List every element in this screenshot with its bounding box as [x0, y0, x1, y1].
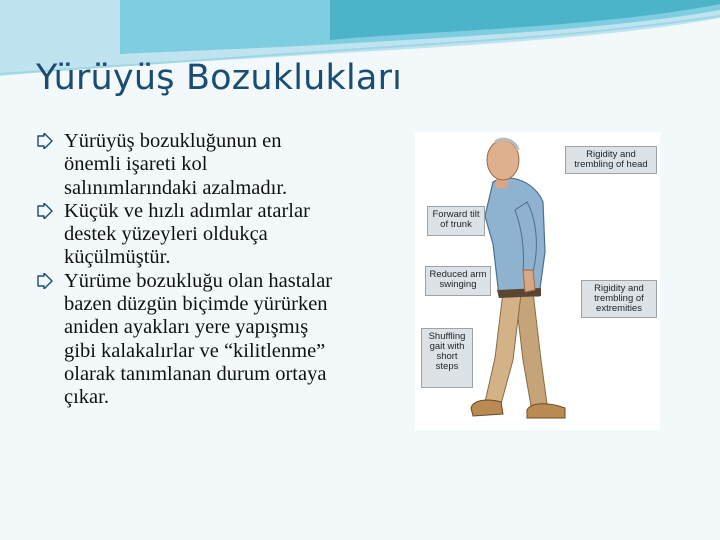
callout-extremities: Rigidity and trembling of extremities	[581, 280, 657, 318]
bullet-text: Yürüyüş bozukluğunun en önemli işareti kol salınımlarındaki azalmadır.	[64, 130, 288, 199]
parkinson-gait-illustration	[415, 132, 660, 430]
callout-gait: Shuffling gait with short steps	[421, 328, 473, 388]
slide-title: Yürüyüş Bozuklukları	[36, 58, 403, 98]
bullet-item	[36, 270, 336, 410]
bullet-text: Küçük ve hızlı adımlar atarlar destek yüzeyleri oldukça küçülmüştür.	[64, 199, 310, 269]
hollow-arrow-bullet-icon	[36, 200, 64, 223]
callout-head: Rigidity and trembling of head	[565, 146, 657, 174]
bullet-item	[36, 130, 336, 200]
callout-trunk: Forward tilt of trunk	[427, 206, 485, 236]
bullet-list	[36, 130, 336, 410]
hollow-arrow-bullet-icon	[36, 270, 64, 293]
hollow-arrow-bullet-icon	[36, 130, 64, 153]
bullet-item	[36, 200, 336, 270]
callout-arm: Reduced arm swinging	[425, 266, 491, 296]
bullet-text: Yürüme bozukluğu olan hastalar bazen düzgün biçimde yürürken aniden ayakları yere yapışmış gibi kalakalırlar ve “kilitlenme” olarak tanımlanan durum ortaya çıkar.	[64, 269, 333, 409]
